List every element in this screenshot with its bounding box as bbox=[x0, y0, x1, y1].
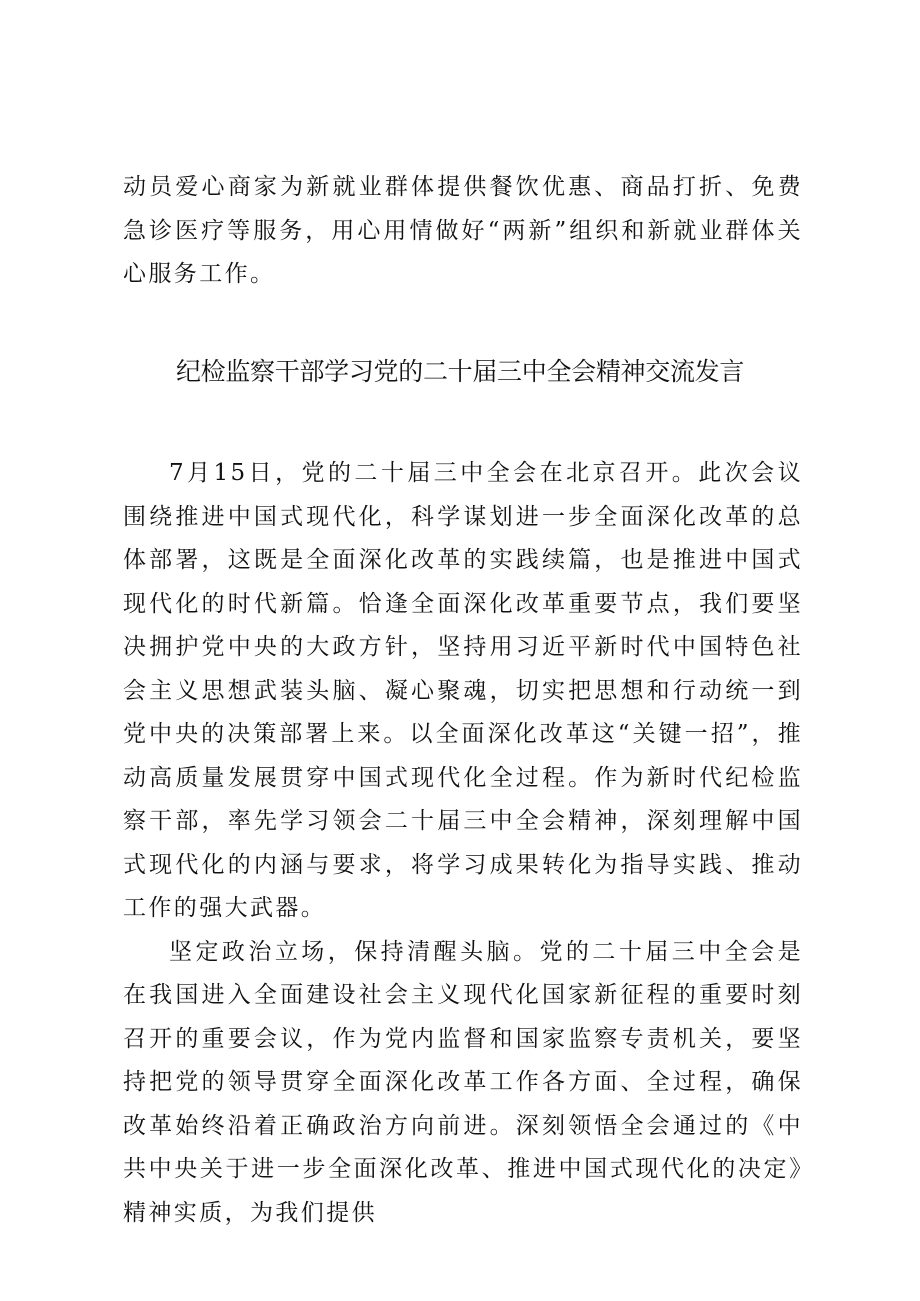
article-body bbox=[123, 452, 803, 1235]
body-paragraph: 坚定政治立场，保持清醒头脑。党的二十届三中全会是在我国进入全面建设社会主义现代化国家新征程的重要时刻召开的重要会议，作为党内监督和国家监察专责机关，要坚持把党的领导贯穿全面深化改革工作各方面、全过程，确保改革始终沿着正确政治方向前进。深刻领悟全会通过的《中共中央关于进一步全面深化改革、推进中国式现代化的决定》精神实质，为我们提供 bbox=[123, 938, 803, 1226]
body-paragraph: 7月15日，党的二十届三中全会在北京召开。此次会议围绕推进中国式现代化，科学谋划进一步全面深化改革的总体部署，这既是全面深化改革的实践续篇，也是推进中国式现代化的时代新篇。恰逢全面深化改革重要节点，我们要坚决拥护党中央的大政方针，坚持用习近平新时代中国特色社会主义思想武装头脑、凝心聚魂，切实把思想和行动统一到党中央的决策部署上来。以全面深化改革这“关键一招”，推动高质量发展贯穿中国式现代化全过程。作为新时代纪检监察干部，率先学习领会二十届三中全会精神，深刻理解中国式现代化的内涵与要求，将学习成果转化为指导实践、推动工作的强大武器。 bbox=[123, 460, 803, 921]
continuation-paragraph: 动员爱心商家为新就业群体提供餐饮优惠、商品打折、免费急诊医疗等服务，用心用情做好“两新”组织和新就业群体关心服务工作。 bbox=[123, 174, 803, 287]
article-title: 纪检监察干部学习党的二十届三中全会精神交流发言 bbox=[175, 357, 745, 386]
